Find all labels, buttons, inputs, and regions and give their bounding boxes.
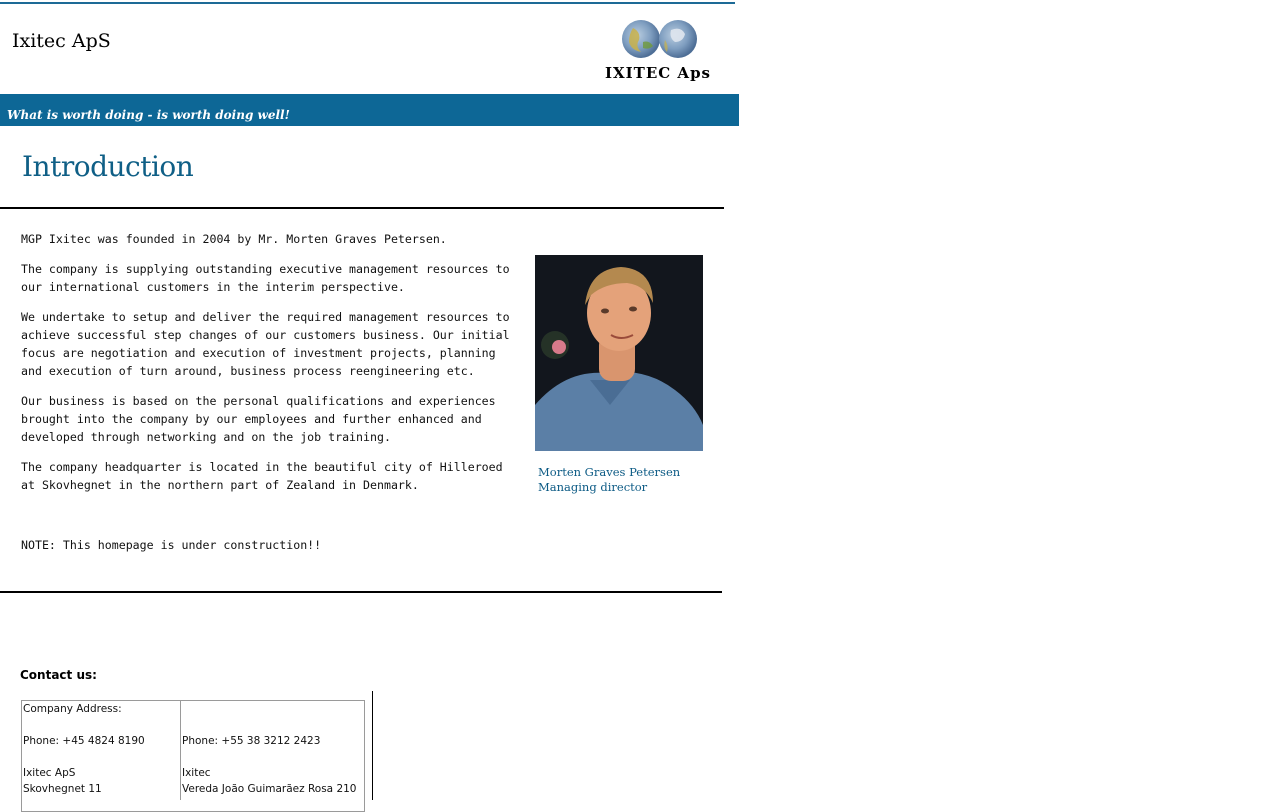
intro-paragraph-1: MGP Ixitec was founded in 2004 by Mr. Morten Graves Petersen. [21, 232, 447, 246]
photo-caption [538, 465, 680, 495]
contact-column-divider [180, 700, 181, 800]
brazil-company: Ixitec [182, 767, 211, 779]
site-title: Ixitec ApS [12, 30, 111, 52]
intro-paragraph-5: The company headquarter is located in the beautiful city of Hilleroed at Skovhegnet in the northern part of Zealand in Denmark. [21, 460, 503, 492]
logo-text: IXITEC Aps [605, 64, 711, 82]
tagline: What is worth doing - is worth doing well! [7, 108, 290, 122]
divider-bottom [0, 591, 722, 593]
brazil-street: Vereda João Guimarãez Rosa 210 [182, 783, 357, 795]
page-title: Introduction [22, 150, 194, 183]
construction-note: NOTE: This homepage is under construction!! [21, 538, 322, 552]
director-photo [535, 255, 703, 451]
intro-paragraph-2: The company is supplying outstanding executive management resources to our international customers in the interim perspective. [21, 262, 510, 294]
denmark-company: Ixitec ApS [23, 767, 76, 779]
contact-heading: Contact us: [20, 668, 97, 682]
caption-name: Morten Graves Petersen [538, 465, 681, 479]
address-label: Company Address: [23, 703, 122, 715]
denmark-street: Skovhegnet 11 [23, 783, 102, 795]
denmark-phone: Phone: +45 4824 8190 [23, 735, 145, 747]
top-rule [0, 2, 735, 4]
intro-paragraph-3: We undertake to setup and deliver the required management resources to achieve successful step changes of our customers business. Our initial focus are negotiation and execution of investment projects, planning and execution of turn around, business process reengineering etc. [21, 310, 510, 378]
divider-top [0, 207, 724, 209]
caption-role: Managing director [538, 480, 648, 494]
intro-paragraph-4: Our business is based on the personal qualifications and experiences brought into the company by our employees and further enhanced and developed through networking and on the job training. [21, 394, 496, 444]
brazil-phone: Phone: +55 38 3212 2423 [182, 735, 321, 747]
vertical-rule [372, 691, 373, 800]
